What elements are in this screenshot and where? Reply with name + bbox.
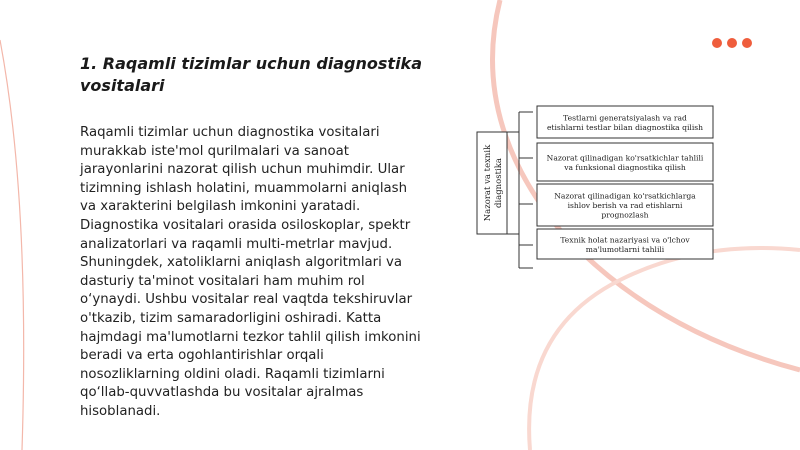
- slide-title: 1. Raqamli tizimlar uchun diagnostika vositalari: [80, 54, 422, 95]
- slide-body-text: Raqamli tizimlar uchun diagnostika vositalari murakkab iste'mol qurilmalari va sanoat jarayonlarini nazorat qilish uchun muhimdir. Ular tizimning ishlash holatini, muammolarni aniqlash va xarakterini belgilash imkonini yaratadi. Diagnostika vositalari orasida osiloskoplar, spektr analizatorlari va raqamli multi-metrlar mavjud. Shuningdek, xatoliklarni aniqlash algoritmlari va dasturiy ta'minot vositalari ham muhim rol o‘ynaydi. Ushbu vositalar real vaqtda tekshiruvlar o'tkazib, tizim samaradorligini oshiradi. Katta hajmdagi ma'lumotlarni tezkor tahlil qilish imkonini beradi va erta ogohlantirishlar orqali nosozliklarning oldini oladi. Raqamli tizimlarni qo‘llab-quvvatlashda bu vositalar ajralmas hisoblanadi.: [80, 125, 421, 419]
- diagram-box-1-label: Testlarni generatsiyalash va rad: [563, 113, 687, 123]
- diagram-box-4-label: Texnik holat nazariyasi va o'lchov: [560, 235, 690, 245]
- diagram-box-3-label: prognozlash: [601, 210, 649, 220]
- diagram-box-4-label: ma'lumotlarni tahlili: [585, 244, 665, 254]
- connector-lines: [507, 112, 533, 268]
- diagram-box-2-label: va funksional diagnostika qilish: [564, 162, 686, 172]
- diagram-box-3-label: Nazorat qilinadigan ko'rsatkichlarga: [554, 191, 696, 201]
- menu-dots-icon[interactable]: [712, 38, 752, 48]
- diagram-box-3-label: ishlov berish va rad etishlarni: [567, 201, 683, 210]
- diagram-box-1-label: etishlarni testlar bilan diagnostika qilish: [546, 122, 704, 132]
- diagnostics-diagram: [475, 100, 720, 275]
- diagram-box-2-label: Nazorat qilinadigan ko'rsatkichlar tahlili: [546, 153, 704, 163]
- root-label: Nazorat va texnikdiagnostika: [483, 144, 504, 222]
